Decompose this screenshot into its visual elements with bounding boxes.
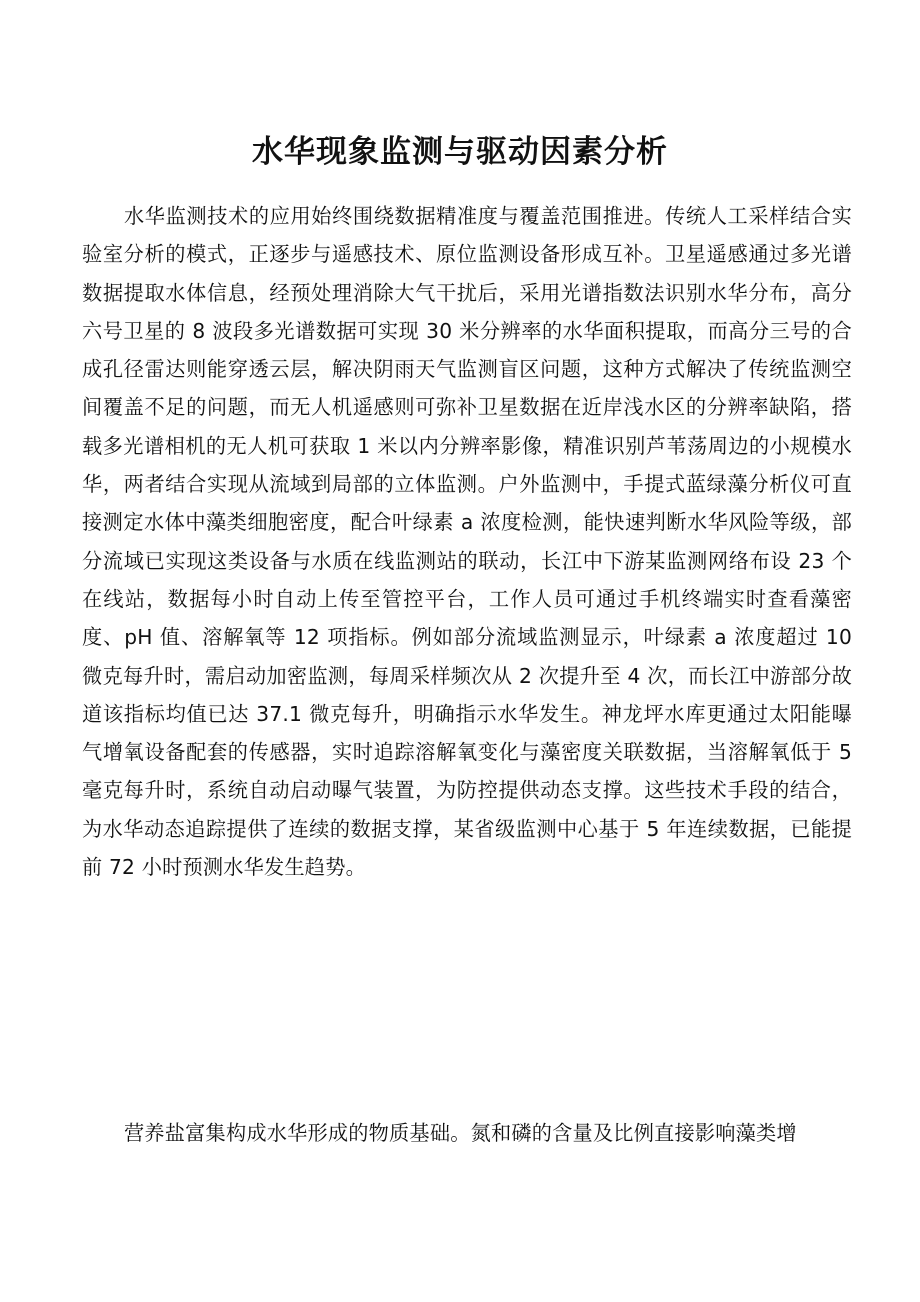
body-paragraph-monitoring: 水华监测技术的应用始终围绕数据精准度与覆盖范围推进。传统人工采样结合实验室分析的模式，正逐步与遥感技术、原位监测设备形成互补。卫星遥感通过多光谱数据提取水体信息，经预处理消除大气干扰后，采用光谱指数法识别水华分布，高分六号卫星的 8 波段多光谱数据可实现 30 米分辨率的水华面积提取，而高分三号的合成孔径雷达则能穿透云层，解决阴雨天气监测盲区问题，这种方式解决了传统监测空间覆盖不足的问题，而无人机遥感则可弥补卫星数据在近岸浅水区的分辨率缺陷，搭载多光谱相机的无人机可获取 1 米以内分辨率影像，精准识别芦苇荡周边的小规模水华，两者结合实现从流域到局部的立体监测。户外监测中，手提式蓝绿藻分析仪可直接测定水体中藻类细胞密度，配合叶绿素 a 浓度检测，能快速判断水华风险等级，部分流域已实现这类设备与水质在线监测站的联动，长江中下游某监测网络布设 23 个在线站，数据每小时自动上传至管控平台，工作人员可通过手机终端实时查看藻密度、pH 值、溶解氧等 12 项指标。例如部分流域监测显示，叶绿素 a 浓度超过 10 微克每升时，需启动加密监测，每周采样频次从 2 次提升至 4 次，而长江中游部分故道该指标均值已达 37.1 微克每升，明确指示水华发生。神龙坪水库更通过太阳能曝气增氧设备配套的传感器，实时追踪溶解氧变化与藻密度关联数据，当溶解氧低于 5 毫克每升时，系统自动启动曝气装置，为防控提供动态支撑。这些技术手段的结合，为水华动态追踪提供了连续的数据支撑，某省级监测中心基于 5 年连续数据，已能提前 72 小时预测水华发生趋势。 bbox=[82, 204, 852, 880]
document-title: 水华现象监测与驱动因素分析 bbox=[252, 134, 668, 170]
body-paragraph-nutrients: 营养盐富集构成水华形成的物质基础。氮和磷的含量及比例直接影响藻类增 bbox=[124, 1121, 797, 1145]
